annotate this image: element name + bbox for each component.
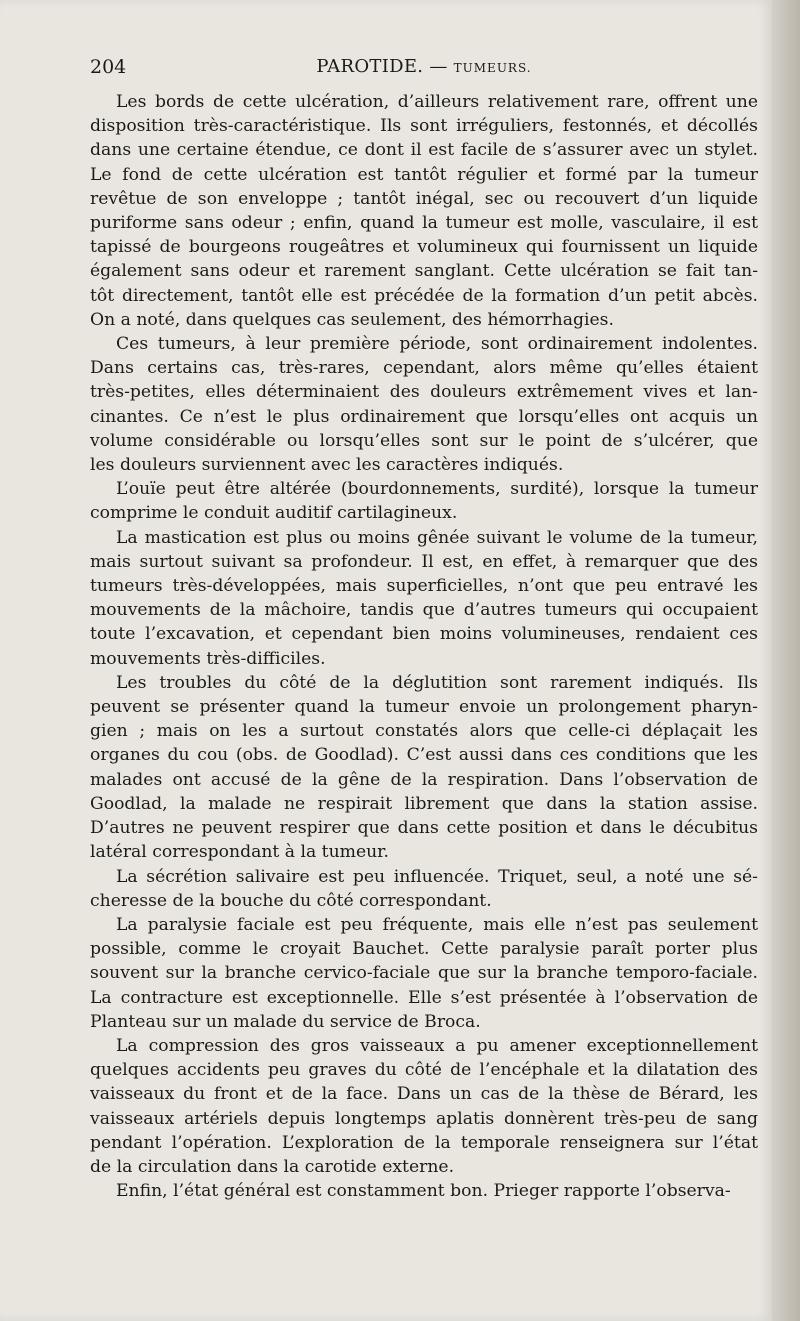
text-line: gien ; mais on les a surtout constatés alors que celle-ci déplaçait les <box>90 721 758 742</box>
page-gutter <box>772 0 800 1321</box>
text-line: quelques accidents peu graves du côté de l’encéphale et la dilatation des <box>90 1060 758 1081</box>
paragraph <box>90 865 758 913</box>
text-line: La paralysie faciale est peu fréquente, mais elle n’est pas seulement <box>116 914 758 935</box>
text-line: vaisseaux artériels depuis longtemps aplatis donnèrent très-peu de sang <box>90 1108 758 1129</box>
text-line: souvent sur la branche cervico-faciale que sur la branche temporo-faciale. <box>90 963 758 984</box>
text-line: Le fond de cette ulcération est tantôt régulier et formé par la tumeur <box>90 164 758 185</box>
text-line: revêtue de son enveloppe ; tantôt inégal, sec ou recouvert d’un liquide <box>90 188 758 209</box>
paragraph <box>90 332 758 477</box>
text-line: Enfin, l’état général est constamment bon. Prieger rapporte l’observa- <box>116 1181 731 1202</box>
text-line: La compression des gros vaisseaux a pu amener exceptionnellement <box>116 1035 758 1056</box>
text-line: peuvent se présenter quand la tumeur envoie un prolongement pharyn- <box>90 697 758 718</box>
text-line: mouvements de la mâchoire, tandis que d’autres tumeurs qui occupaient <box>90 600 758 621</box>
text-line: dans une certaine étendue, ce dont il est facile de s’assurer avec un stylet. <box>90 140 758 161</box>
paragraph <box>90 477 758 525</box>
text-line: Goodlad, la malade ne respirait librement que dans la station assise. <box>90 793 758 814</box>
text-line: vaisseaux du front et de la face. Dans un cas de la thèse de Bérard, les <box>90 1084 758 1105</box>
text-line: Planteau sur un malade du service de Broca. <box>90 1011 481 1032</box>
running-title-main: PAROTIDE. — <box>316 56 454 77</box>
paragraph <box>90 1179 758 1203</box>
text-line: disposition très-caractéristique. Ils sont irréguliers, festonnés, et décollés <box>90 116 758 137</box>
text-line: volume considérable ou lorsqu’elles sont sur le point de s’ulcérer, que <box>90 430 758 451</box>
paragraph <box>90 526 758 671</box>
text-line: mouvements très-difficiles. <box>90 648 326 669</box>
text-line: La sécrétion salivaire est peu influencée. Triquet, seul, a noté une sé- <box>116 866 758 887</box>
text-line: La mastication est plus ou moins gênée suivant le volume de la tumeur, <box>116 527 758 548</box>
text-line: toute l’excavation, et cependant bien moins volumineuses, rendaient ces <box>90 624 758 645</box>
text-line: Ces tumeurs, à leur première période, sont ordinairement indolentes. <box>116 334 758 355</box>
text-line: organes du cou (obs. de Goodlad). C’est aussi dans ces conditions que les <box>90 745 758 766</box>
text-line: La contracture est exceptionnelle. Elle s’est présentée à l’observation de <box>90 987 758 1008</box>
text-line: cinantes. Ce n’est le plus ordinairement que lorsqu’elles ont acquis un <box>90 406 758 427</box>
text-line: On a noté, dans quelques cas seulement, des hémorrhagies. <box>90 309 614 330</box>
text-line: cheresse de la bouche du côté correspondant. <box>90 890 492 911</box>
text-line: latéral correspondant à la tumeur. <box>90 842 389 863</box>
text-line: tôt directement, tantôt elle est précédée de la formation d’un petit abcès. <box>90 285 758 306</box>
text-line: très-petites, elles déterminaient des douleurs extrêmement vives et lan- <box>90 382 758 403</box>
paragraph <box>90 1034 758 1179</box>
text-line: D’autres ne peuvent respirer que dans cette position et dans le décubitus <box>90 818 758 839</box>
paragraph <box>90 90 758 332</box>
running-title-small: TUMEURS. <box>453 61 532 75</box>
page-number: 204 <box>90 56 127 78</box>
text-line: mais surtout suivant sa profondeur. Il est, en effet, à remarquer que des <box>90 551 758 572</box>
paragraph <box>90 671 758 865</box>
text-line: Les bords de cette ulcération, d’ailleurs relativement rare, offrent une <box>116 92 758 112</box>
text-line: tapissé de bourgeons rougeâtres et volumineux qui fournissent un liquide <box>90 237 758 258</box>
text-line: pendant l’opération. L’exploration de la temporale renseignera sur l’état <box>90 1132 758 1153</box>
text-line: les douleurs surviennent avec les caractères indiqués. <box>90 455 564 476</box>
text-line: Les troubles du côté de la déglutition sont rarement indiqués. Ils <box>116 672 758 693</box>
text-line: L’ouïe peut être altérée (bourdonnements, surdité), lorsque la tumeur <box>116 479 758 500</box>
running-header <box>90 56 758 80</box>
text-line: tumeurs très-développées, mais superficielles, n’ont que peu entravé les <box>90 576 758 597</box>
paragraph <box>90 913 758 1034</box>
text-line: comprime le conduit auditif cartilagineux. <box>90 503 458 524</box>
text-line: possible, comme le croyait Bauchet. Cette paralysie paraît porter plus <box>90 939 758 960</box>
text-line: également sans odeur et rarement sanglant. Cette ulcération se fait tan- <box>90 261 758 282</box>
text-line: puriforme sans odeur ; enfin, quand la tumeur est molle, vasculaire, il est <box>90 213 758 234</box>
body-text <box>90 90 758 1203</box>
text-line: malades ont accusé de la gêne de la respiration. Dans l’observation de <box>90 769 758 790</box>
text-line: de la circulation dans la carotide externe. <box>90 1156 455 1177</box>
text-line: Dans certains cas, très-rares, cependant, alors même qu’elles étaient <box>90 358 758 379</box>
running-title <box>90 56 758 77</box>
